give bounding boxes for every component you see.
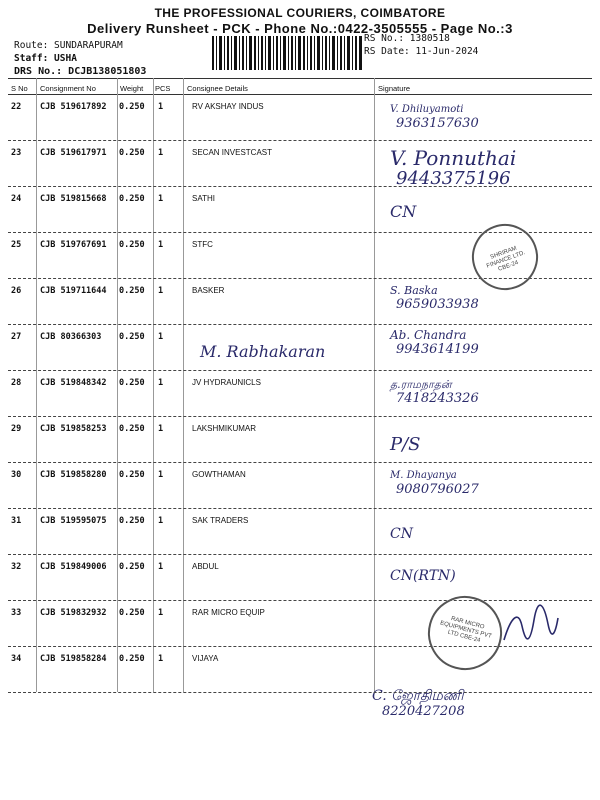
row-separator	[8, 370, 592, 371]
cell-pcs: 1	[158, 240, 164, 250]
shriram-stamp: SHRIRAM FINANCE LTD. CBE-24	[463, 215, 548, 300]
cell-consignee: RV AKSHAY INDUS	[192, 102, 264, 111]
column-header-pcs: PCS	[155, 84, 171, 93]
cell-consignment-no: CJB 519849006	[40, 562, 107, 572]
cell-sno: 26	[11, 286, 22, 296]
handwritten-consignee: M. Rabhakaran	[200, 342, 326, 361]
cell-consignee: RAR MICRO EQUIP	[192, 608, 265, 617]
column-header-consignment: Consignment No	[40, 84, 96, 93]
cell-pcs: 1	[158, 608, 164, 618]
cell-weight: 0.250	[119, 608, 145, 618]
cell-weight: 0.250	[119, 378, 145, 388]
row-separator	[8, 462, 592, 463]
cell-weight: 0.250	[119, 148, 145, 158]
cell-consignment-no: CJB 519858284	[40, 654, 107, 664]
handwritten-signature: S. Baska	[390, 284, 438, 297]
cell-consignment-no: CJB 519767691	[40, 240, 107, 250]
row-separator	[8, 508, 592, 509]
cell-sno: 32	[11, 562, 22, 572]
rs-date: RS Date: 11-Jun-2024	[364, 46, 479, 57]
cell-pcs: 1	[158, 424, 164, 434]
cell-consignee: SECAN INVESTCAST	[192, 148, 273, 157]
company-title: THE PROFESSIONAL COURIERS, COIMBATORE	[154, 6, 446, 20]
drs-number: DRS No.: DCJB138051803	[14, 66, 147, 77]
cell-sno: 31	[11, 516, 22, 526]
cell-consignment-no: CJB 519832932	[40, 608, 107, 618]
rs-number: RS No.: 1380518	[364, 33, 450, 44]
cell-pcs: 1	[158, 378, 164, 388]
cell-pcs: 1	[158, 332, 164, 342]
cell-consignee: JV HYDRAUNICLS	[192, 378, 261, 387]
cell-consignment-no: CJB 519848342	[40, 378, 107, 388]
column-header-consignee: Consignee Details	[187, 84, 248, 93]
route-label: Route: SUNDARAPURAM	[14, 40, 123, 51]
row-separator	[8, 140, 592, 141]
cell-weight: 0.250	[119, 654, 145, 664]
cell-pcs: 1	[158, 102, 164, 112]
cell-pcs: 1	[158, 654, 164, 664]
cell-consignment-no: CJB 80366303	[40, 332, 102, 342]
handwritten-phone: 9363157630	[396, 116, 479, 131]
row-separator	[8, 416, 592, 417]
cell-weight: 0.250	[119, 286, 145, 296]
cell-pcs: 1	[158, 562, 164, 572]
cell-pcs: 1	[158, 286, 164, 296]
handwritten-phone: 9943614199	[396, 342, 479, 357]
cell-weight: 0.250	[119, 194, 145, 204]
cell-consignee: VIJAYA	[192, 654, 219, 663]
cell-consignee: BASKER	[192, 286, 225, 295]
cell-consignment-no: CJB 519617892	[40, 102, 107, 112]
row-separator	[8, 692, 592, 693]
handwritten-signature: த.ராமநாதன்	[390, 378, 452, 391]
row-separator	[8, 646, 592, 647]
handwritten-phone: 9080796027	[396, 482, 479, 497]
handwritten-signature: C. ஜோதிமணி	[372, 688, 464, 704]
cell-sno: 27	[11, 332, 22, 342]
handwritten-signature: M. Dhayanya	[390, 470, 457, 481]
handwritten-signature: CN(RTN)	[390, 568, 456, 584]
cell-weight: 0.250	[119, 332, 145, 342]
cell-sno: 33	[11, 608, 22, 618]
row-separator	[8, 186, 592, 187]
rar-stamp: RAR MICRO EQUIPMENTS PVT LTD CBE-24	[420, 588, 511, 679]
table-header-rule	[8, 94, 592, 95]
handwritten-phone: 7418243326	[396, 391, 479, 406]
column-header-weight: Weight	[120, 84, 144, 93]
scribble-signature-icon	[500, 600, 560, 645]
table-top-rule	[8, 78, 592, 79]
cell-sno: 28	[11, 378, 22, 388]
cell-weight: 0.250	[119, 240, 145, 250]
cell-sno: 22	[11, 102, 22, 112]
handwritten-signature: CN	[390, 202, 417, 221]
cell-consignment-no: CJB 519595075	[40, 516, 107, 526]
cell-sno: 24	[11, 194, 22, 204]
cell-weight: 0.250	[119, 102, 145, 112]
cell-pcs: 1	[158, 148, 164, 158]
cell-consignment-no: CJB 519711644	[40, 286, 107, 296]
handwritten-phone: 8220427208	[382, 704, 465, 719]
cell-sno: 34	[11, 654, 22, 664]
cell-sno: 30	[11, 470, 22, 480]
cell-consignee: ABDUL	[192, 562, 219, 571]
staff-label: Staff: USHA	[14, 53, 77, 64]
column-header-signature: Signature	[378, 84, 411, 93]
cell-consignment-no: CJB 519858280	[40, 470, 107, 480]
handwritten-signature: CN	[390, 526, 413, 542]
cell-consignee: LAKSHMIKUMAR	[192, 424, 257, 433]
handwritten-phone: 9659033938	[396, 297, 479, 312]
cell-pcs: 1	[158, 194, 164, 204]
cell-pcs: 1	[158, 516, 164, 526]
cell-weight: 0.250	[119, 516, 145, 526]
handwritten-phone: 9443375196	[396, 168, 511, 189]
barcode-icon	[212, 36, 362, 70]
cell-weight: 0.250	[119, 424, 145, 434]
cell-consignment-no: CJB 519617971	[40, 148, 107, 158]
cell-sno: 23	[11, 148, 22, 158]
cell-pcs: 1	[158, 470, 164, 480]
handwritten-signature: P/S	[390, 434, 421, 455]
handwritten-signature: V. Ponnuthai	[390, 146, 517, 170]
row-separator	[8, 554, 592, 555]
handwritten-signature: V. Dhiluyamoti	[390, 104, 464, 115]
cell-consignee: STFC	[192, 240, 213, 249]
cell-consignment-no: CJB 519815668	[40, 194, 107, 204]
handwritten-signature: Ab. Chandra	[390, 328, 467, 342]
cell-weight: 0.250	[119, 470, 145, 480]
cell-sno: 25	[11, 240, 22, 250]
runsheet-subtitle: Delivery Runsheet - PCK - Phone No.:0422-3505555 - Page No.:3	[87, 21, 513, 36]
cell-consignee: GOWTHAMAN	[192, 470, 246, 479]
row-separator	[8, 324, 592, 325]
cell-consignee: SATHI	[192, 194, 215, 203]
cell-consignment-no: CJB 519858253	[40, 424, 107, 434]
cell-weight: 0.250	[119, 562, 145, 572]
cell-consignee: SAK TRADERS	[192, 516, 249, 525]
cell-sno: 29	[11, 424, 22, 434]
column-header-sno: S No	[11, 84, 28, 93]
